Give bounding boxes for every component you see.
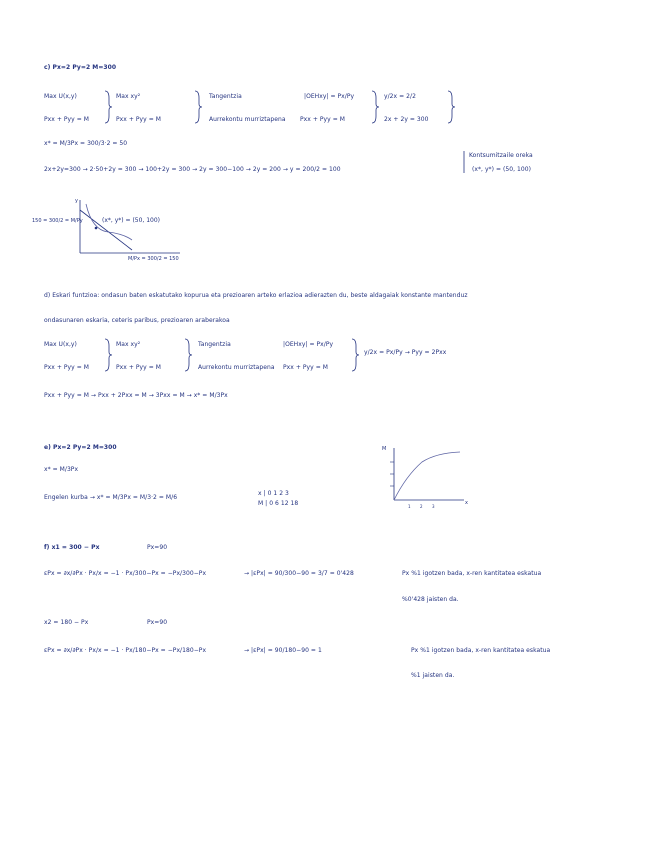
d-budget-3: Pxx + Pyy = M: [283, 364, 328, 371]
c-y-derivation: 2x+2y=300 → 2·50+2y = 300 → 100+2y = 300 → 2y = 300−100 → 2y = 200 → y = 200/2 = 100: [44, 166, 341, 173]
f-elasticity-2: εPx = ∂x/∂Px · Px/x = −1 · Px/180−Px = −Px/180−Px: [44, 647, 207, 654]
c-graph-point-label: (x*, y*) = (50, 100): [102, 217, 161, 224]
c-brace-4: [446, 90, 456, 124]
d-max-utility: Max U(x,y): [44, 341, 77, 348]
c-graph-x-intercept-label: M/Px = 300/2 = 150: [128, 256, 179, 262]
d-max-xy2: Max xy²: [116, 341, 141, 348]
d-mrs-equation: |OEHxy| = Px/Py: [283, 341, 334, 348]
d-ratio-equation: y/2x = Px/Py → Pyy = 2Pxx: [364, 349, 447, 356]
c-max-xy2: Max xy²: [116, 93, 141, 100]
c-equilibrium-point: (x*, y*) = (50, 100): [472, 166, 532, 173]
e-engel-graph: [372, 438, 472, 518]
f-price-1: Px=90: [147, 544, 168, 551]
f-comment-2a: Px %1 igotzen bada, x-ren kantitatea eskatua: [411, 647, 551, 654]
c-budget-graph: [30, 196, 230, 266]
f-comment-1b: %0'428 jaisten da.: [402, 596, 459, 603]
d-brace-1: [103, 338, 113, 372]
d-brace-3: [350, 338, 360, 372]
c-budget-constraint-label: Aurrekontu murriztapena: [209, 116, 286, 123]
c-brace-1: [103, 90, 113, 124]
d-brace-2: [183, 338, 193, 372]
section-f-heading-1: f) x1 = 300 − Px: [44, 544, 100, 551]
section-f-heading-2: x2 = 180 − Px: [44, 619, 89, 626]
section-e-heading: e) Px=2 Py=2 M=300: [44, 444, 117, 451]
c-budget-1: Pxx + Pyy = M: [44, 116, 89, 123]
c-budget-numeric: 2x + 2y = 300: [384, 116, 429, 123]
c-x-star: x* = M/3Px = 300/3·2 = 50: [44, 140, 128, 147]
c-tangency-label: Tangentzia: [209, 93, 242, 100]
e-engel-curve: Engelen kurba → x* = M/3Px = M/3·2 = M/6: [44, 494, 178, 501]
e-graph-tick-3: 3: [432, 504, 435, 509]
c-graph-y-label: y: [75, 198, 78, 204]
e-graph-tick-1: 1: [408, 504, 411, 509]
c-brace-3: [370, 90, 380, 124]
c-graph-intercept-label: 150 = 300/2 = M/Py: [32, 218, 83, 224]
e-graph-tick-2: 2: [420, 504, 423, 509]
d-tangency-label: Tangentzia: [198, 341, 231, 348]
f-elasticity-2-value: → |εPx| = 90/180−90 = 1: [244, 647, 322, 654]
e-engel-curve-line: [394, 452, 460, 500]
c-equilibrium-note: Kontsumitzaile oreka: [469, 152, 533, 159]
d-budget-1: Pxx + Pyy = M: [44, 364, 89, 371]
f-elasticity-1: εPx = ∂x/∂Px · Px/x = −1 · Px/300−Px = −Px/300−Px: [44, 570, 207, 577]
c-max-utility: Max U(x,y): [44, 93, 77, 100]
f-elasticity-1-value: → |εPx| = 90/300−90 = 3/7 = 0'428: [244, 570, 354, 577]
c-optimum-point: [95, 227, 98, 230]
f-price-2: Px=90: [147, 619, 168, 626]
section-d-paragraph-1: d) Eskari funtzioa: ondasun baten eskatutako kopurua eta prezioaren arteko erlazioa adierazten du, beste aldagaiak konstante mantenduz: [44, 292, 468, 299]
section-d-paragraph-2: ondasunaren eskaria, ceteris paribus, prezioaren araberakoa: [44, 317, 230, 324]
c-brace-2: [193, 90, 203, 124]
c-budget-line: [80, 210, 132, 250]
e-graph-x-label: x: [465, 500, 468, 506]
f-comment-2b: %1 jaisten da.: [411, 672, 455, 679]
e-x-star: x* = M/3Px: [44, 466, 79, 473]
c-mrs-equation: |OEHxy| = Px/Py: [304, 93, 355, 100]
e-table-m-row: M | 0 6 12 18: [258, 500, 299, 507]
d-x-star-derivation: Pxx + Pyy = M → Pxx + 2Pxx = M → 3Pxx = M → x* = M/3Px: [44, 392, 228, 399]
c-budget-2: Pxx + Pyy = M: [116, 116, 161, 123]
section-c-heading: c) Px=2 Py=2 M=300: [44, 64, 117, 71]
e-graph-m-label: M: [382, 446, 387, 452]
e-table-x-row: x | 0 1 2 3: [258, 490, 289, 497]
d-budget-constraint-label: Aurrekontu murriztapena: [198, 364, 275, 371]
d-budget-2: Pxx + Pyy = M: [116, 364, 161, 371]
c-ratio-equation: y/2x = 2/2: [384, 93, 416, 100]
c-budget-3: Pxx + Pyy = M: [300, 116, 345, 123]
f-comment-1a: Px %1 igotzen bada, x-ren kantitatea eskatua: [402, 570, 542, 577]
